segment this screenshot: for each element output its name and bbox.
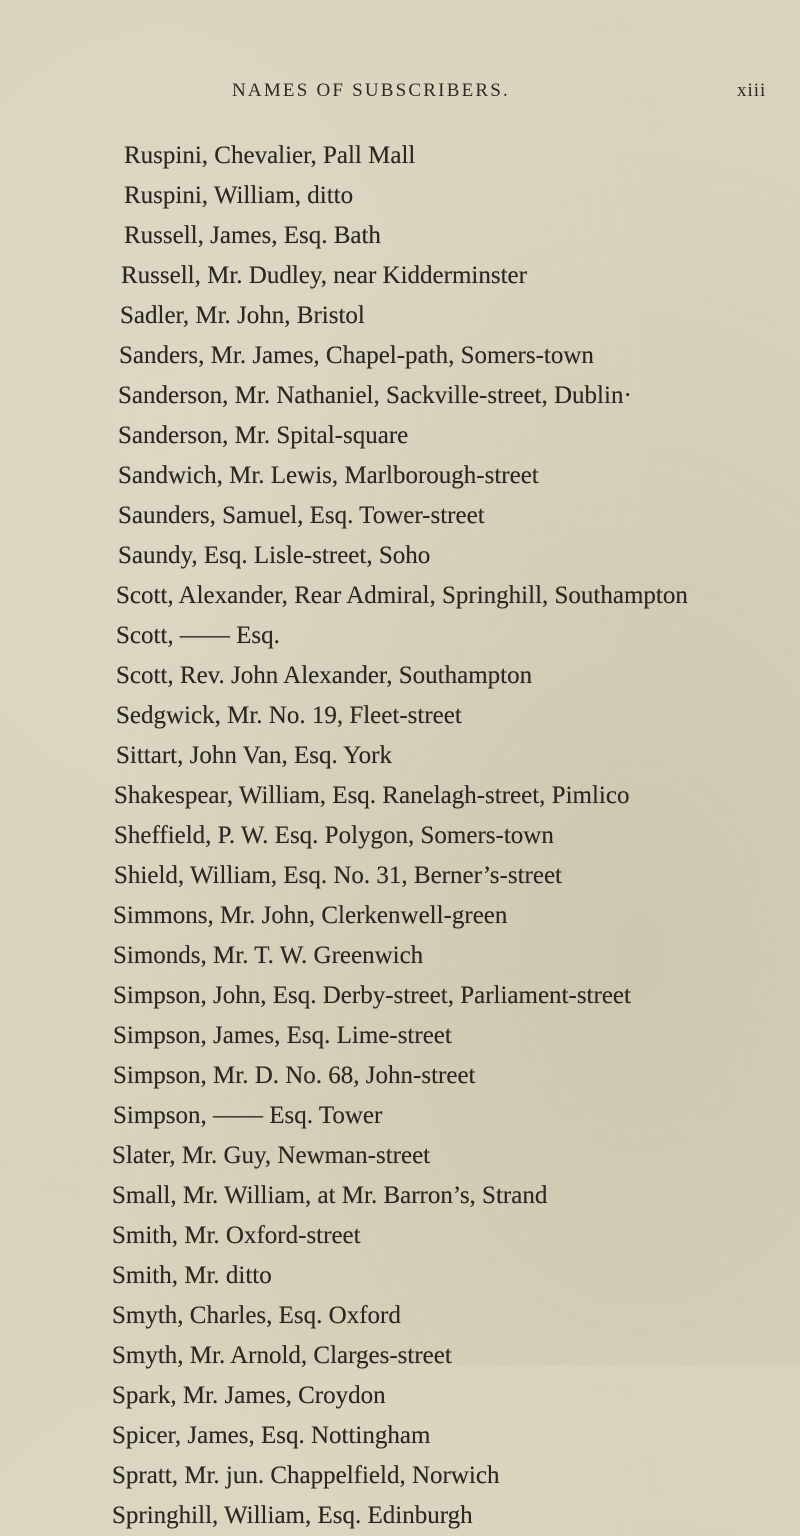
list-item: Simpson, —— Esq. Tower <box>113 1102 383 1129</box>
list-item: Sanders, Mr. James, Chapel-path, Somers-town <box>119 342 594 369</box>
list-item: Ruspini, Chevalier, Pall Mall <box>124 142 416 169</box>
list-item: Sheffield, P. W. Esq. Polygon, Somers-town <box>114 822 554 849</box>
list-item: Russell, Mr. Dudley, near Kidderminster <box>121 262 527 289</box>
list-item: Springhill, William, Esq. Edinburgh <box>112 1502 473 1529</box>
list-item: Simpson, James, Esq. Lime-street <box>113 1022 452 1049</box>
list-item: Scott, —— Esq. <box>116 622 280 649</box>
subscriber-list <box>0 136 800 1536</box>
list-item: Scott, Alexander, Rear Admiral, Springhill, Southampton <box>116 582 688 609</box>
list-item: Sadler, Mr. John, Bristol <box>120 302 365 329</box>
list-item: Shield, William, Esq. No. 31, Berner’s-street <box>114 862 562 889</box>
list-item: Slater, Mr. Guy, Newman-street <box>112 1142 431 1169</box>
list-item: Scott, Rev. John Alexander, Southampton <box>116 662 533 689</box>
list-item: Sedgwick, Mr. No. 19, Fleet-street <box>116 702 462 729</box>
list-item: Smith, Mr. ditto <box>112 1262 272 1289</box>
list-item: Simonds, Mr. T. W. Greenwich <box>113 942 424 969</box>
list-item: Russell, James, Esq. Bath <box>124 222 381 249</box>
running-header <box>0 80 800 110</box>
page-number: xiii <box>737 80 767 101</box>
list-item: Sanderson, Mr. Spital-square <box>118 422 409 449</box>
list-item: Simpson, John, Esq. Derby-street, Parliament-street <box>113 982 631 1009</box>
list-item: Simpson, Mr. D. No. 68, John-street <box>113 1062 476 1089</box>
list-item: Sittart, John Van, Esq. York <box>116 742 392 769</box>
list-item: Spratt, Mr. jun. Chappelfield, Norwich <box>112 1462 500 1489</box>
list-item: Shakespear, William, Esq. Ranelagh-street, Pimlico <box>114 782 630 809</box>
list-item: Saunders, Samuel, Esq. Tower-street <box>118 502 485 529</box>
page-title: NAMES OF SUBSCRIBERS. <box>232 80 510 101</box>
list-item: Simmons, Mr. John, Clerkenwell-green <box>113 902 508 929</box>
list-item: Smith, Mr. Oxford-street <box>112 1222 361 1249</box>
list-item: Small, Mr. William, at Mr. Barron’s, Strand <box>112 1182 548 1209</box>
list-item: Spark, Mr. James, Croydon <box>112 1382 386 1409</box>
list-item: Smyth, Mr. Arnold, Clarges-street <box>112 1342 452 1369</box>
list-item: Sandwich, Mr. Lewis, Marlborough-street <box>118 462 539 489</box>
list-item: Ruspini, William, ditto <box>124 182 354 209</box>
list-item: Spicer, James, Esq. Nottingham <box>112 1422 431 1449</box>
list-item: Smyth, Charles, Esq. Oxford <box>112 1302 401 1329</box>
list-item: Sanderson, Mr. Nathaniel, Sackville-street, Dublin· <box>118 382 632 409</box>
list-item: Saundy, Esq. Lisle-street, Soho <box>118 542 431 569</box>
